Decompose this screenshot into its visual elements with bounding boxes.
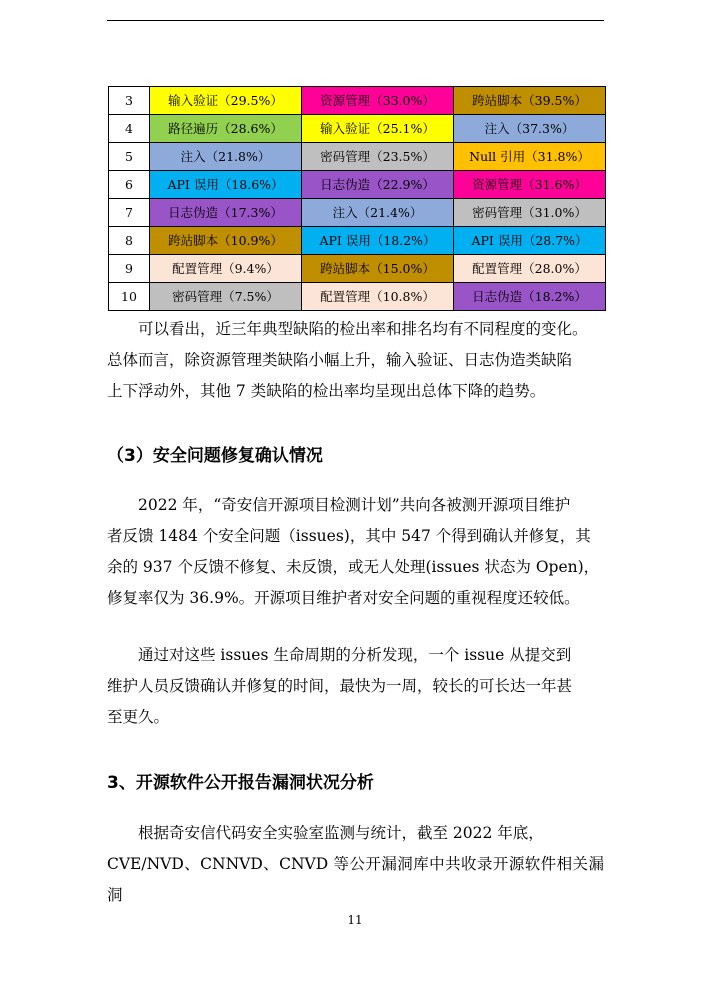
defect-cell: 注入（37.3%） <box>454 115 606 143</box>
paragraph-line: 修复率仅为 36.9%。开源项目维护者对安全问题的重视程度还较低。 <box>107 589 580 607</box>
defect-cell: 路径遍历（28.6%） <box>150 115 302 143</box>
paragraph-line: 者反馈 1484 个安全问题（issues)，其中 547 个得到确认并修复，其 <box>107 527 591 545</box>
paragraph-line: 上下浮动外，其他 7 类缺陷的检出率均呈现出总体下降的趋势。 <box>107 382 546 400</box>
table-row <box>109 227 606 255</box>
defect-cell: 注入（21.8%） <box>150 143 302 171</box>
table-row <box>109 199 606 227</box>
defect-cell: API 误用（28.7%） <box>454 227 606 255</box>
defect-cell: 跨站脚本（39.5%） <box>454 87 606 115</box>
paragraph-issue-lifecycle <box>107 640 604 733</box>
defect-cell: 密码管理（23.5%） <box>302 143 454 171</box>
defect-cell: 配置管理（28.0%） <box>454 255 606 283</box>
table-row <box>109 143 606 171</box>
defect-cell: 输入验证（29.5%） <box>150 87 302 115</box>
paragraph-line: 根据奇安信代码安全实验室监测与统计，截至 2022 年底， <box>138 824 544 842</box>
rank-cell: 7 <box>109 199 150 227</box>
paragraph-line: 至更久。 <box>107 708 170 726</box>
table-row <box>109 171 606 199</box>
defect-cell: 注入（21.4%） <box>302 199 454 227</box>
rank-cell: 3 <box>109 87 150 115</box>
table-row <box>109 115 606 143</box>
defect-cell: 密码管理（31.0%） <box>454 199 606 227</box>
header-rule <box>107 20 604 21</box>
defect-cell: 配置管理（10.8%） <box>302 283 454 311</box>
rank-cell: 4 <box>109 115 150 143</box>
defect-cell: 日志伪造（17.3%） <box>150 199 302 227</box>
defect-cell: Null 引用（31.8%） <box>454 143 606 171</box>
paragraph-defect-summary <box>107 314 604 407</box>
defect-cell: 跨站脚本（15.0%） <box>302 255 454 283</box>
paragraph-line: 维护人员反馈确认并修复的时间，最快为一周，较长的可长达一年甚 <box>107 677 573 695</box>
paragraph-line: 可以看出，近三年典型缺陷的检出率和排名均有不同程度的变化。 <box>138 320 588 338</box>
table-row <box>109 283 606 311</box>
section-heading-fix-confirmation: （3）安全问题修复确认情况 <box>107 446 323 466</box>
paragraph-line: 总体而言，除资源管理类缺陷小幅上升，输入验证、日志伪造类缺陷 <box>107 351 573 369</box>
rank-cell: 8 <box>109 227 150 255</box>
defect-cell: API 误用（18.6%） <box>150 171 302 199</box>
rank-cell: 10 <box>109 283 150 311</box>
defect-cell: 密码管理（7.5%） <box>150 283 302 311</box>
rank-cell: 9 <box>109 255 150 283</box>
paragraph-line: 通过对这些 issues 生命周期的分析发现，一个 issue 从提交到 <box>138 646 572 664</box>
defect-cell: 输入验证（25.1%） <box>302 115 454 143</box>
rank-cell: 6 <box>109 171 150 199</box>
defect-cell: 配置管理（9.4%） <box>150 255 302 283</box>
paragraph-vulnerability-stats <box>107 818 604 911</box>
defect-ranking-table <box>108 86 606 311</box>
paragraph-line: CVE/NVD、CNNVD、CNVD 等公开漏洞库中共收录开源软件相关漏洞 <box>107 855 604 904</box>
table-row <box>109 87 606 115</box>
page-number: 11 <box>347 913 363 927</box>
rank-cell: 5 <box>109 143 150 171</box>
defect-cell: 日志伪造（22.9%） <box>302 171 454 199</box>
section-heading-vulnerability-analysis: 3、开源软件公开报告漏洞状况分析 <box>107 773 374 793</box>
table-row <box>109 255 606 283</box>
defect-cell: 资源管理（33.0%） <box>302 87 454 115</box>
defect-cell: 日志伪造（18.2%） <box>454 283 606 311</box>
paragraph-line: 2022 年，“奇安信开源项目检测计划”共向各被测开源项目维护 <box>138 496 571 514</box>
defect-cell: 跨站脚本（10.9%） <box>150 227 302 255</box>
defect-cell: 资源管理（31.6%） <box>454 171 606 199</box>
defect-cell: API 误用（18.2%） <box>302 227 454 255</box>
paragraph-fix-rate <box>107 490 604 614</box>
paragraph-line: 余的 937 个反馈不修复、未反馈，或无人处理(issues 状态为 Open)， <box>107 558 600 576</box>
